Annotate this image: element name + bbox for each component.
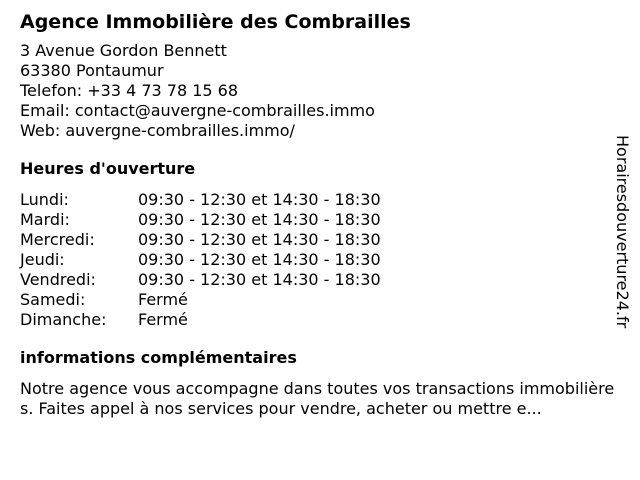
hours-day: Samedi: xyxy=(20,290,86,309)
agency-name: Agence Immobilière des Combrailles xyxy=(20,11,411,33)
additional-info-heading: informations complémentaires xyxy=(20,348,297,367)
hours-row-monday xyxy=(20,190,620,210)
hours-row-sunday xyxy=(20,310,620,330)
hours-row-friday xyxy=(20,270,620,290)
hours-time: 09:30 - 12:30 et 14:30 - 18:30 xyxy=(138,210,381,229)
hours-time: 09:30 - 12:30 et 14:30 - 18:30 xyxy=(138,190,381,209)
hours-day: Mercredi: xyxy=(20,230,95,249)
email-line: Email: contact@auvergne-combrailles.immo xyxy=(20,101,375,120)
opening-hours-table xyxy=(20,190,620,330)
address-street: 3 Avenue Gordon Bennett xyxy=(20,41,227,60)
phone-line: Telefon: +33 4 73 78 15 68 xyxy=(20,81,239,100)
web-line: Web: auvergne-combrailles.immo/ xyxy=(20,121,295,140)
additional-info-text: Notre agence vous accompagne dans toutes vos transactions immobilières. Faites appel à nos services pour vendre, acheter ou mettre e... xyxy=(20,379,615,418)
opening-hours-heading: Heures d'ouverture xyxy=(20,159,196,178)
hours-time: 09:30 - 12:30 et 14:30 - 18:30 xyxy=(138,230,381,249)
hours-row-thursday xyxy=(20,250,620,270)
hours-time: 09:30 - 12:30 et 14:30 - 18:30 xyxy=(138,250,381,269)
site-watermark: Horairesdouverture24.fr xyxy=(613,135,632,329)
address-city: 63380 Pontaumur xyxy=(20,61,164,80)
hours-row-wednesday xyxy=(20,230,620,250)
agency-card xyxy=(20,10,620,419)
hours-day: Mardi: xyxy=(20,210,70,229)
hours-row-saturday xyxy=(20,290,620,310)
hours-time: Fermé xyxy=(138,310,188,329)
hours-day: Lundi: xyxy=(20,190,69,209)
hours-row-tuesday xyxy=(20,210,620,230)
hours-day: Vendredi: xyxy=(20,270,96,289)
hours-time: Fermé xyxy=(138,290,188,309)
hours-time: 09:30 - 12:30 et 14:30 - 18:30 xyxy=(138,270,381,289)
hours-day: Jeudi: xyxy=(20,250,65,269)
hours-day: Dimanche: xyxy=(20,310,107,329)
